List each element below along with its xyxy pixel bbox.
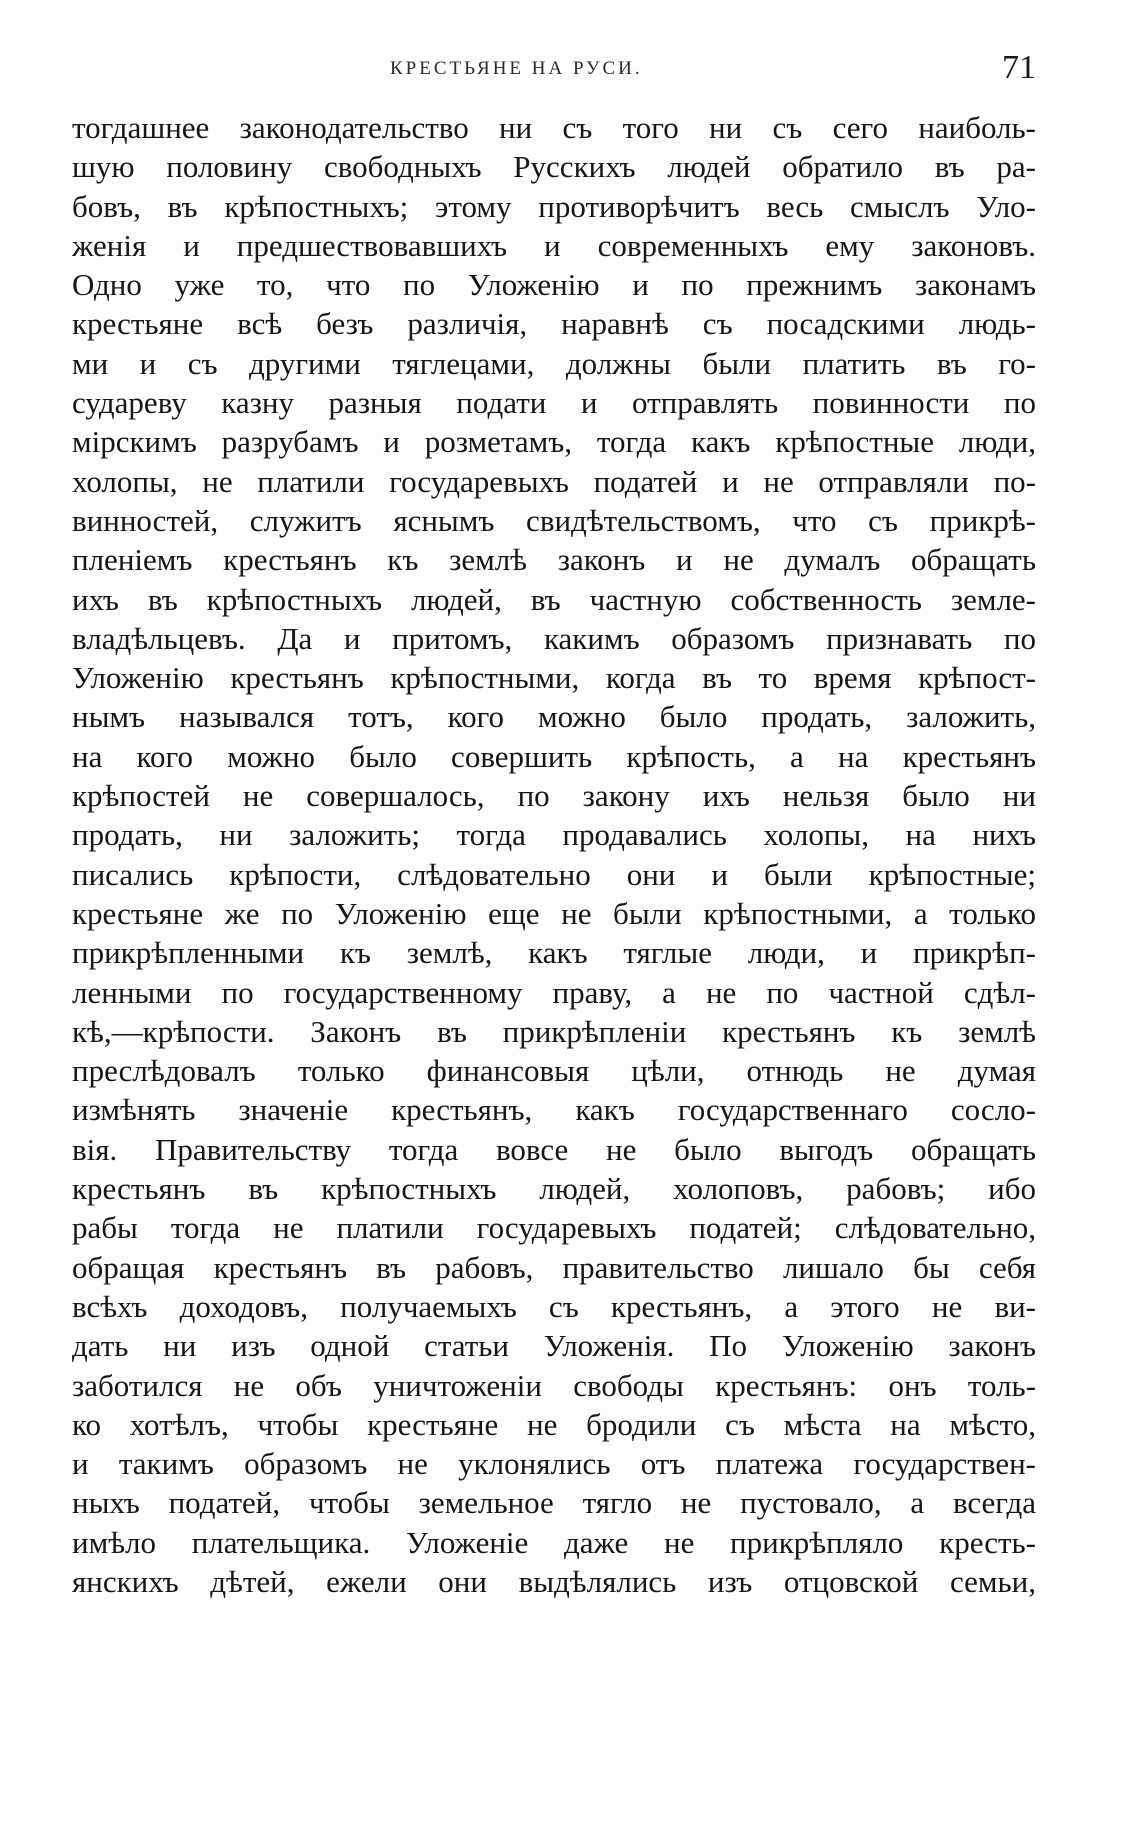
text-line: крестьяне всѣ безъ различія, наравнѣ съ посадскими людь- <box>72 306 1036 342</box>
text-line: шую половину свободныхъ Русскихъ людей обратило въ ра- <box>72 149 1036 185</box>
text-line: тогдашнее законодательство ни съ того ни съ сего наиболь- <box>72 110 1036 145</box>
text-line: кѣ,—крѣпости. Законъ въ прикрѣпленіи крестьянъ къ землѣ <box>72 1013 1036 1049</box>
text-line: ко хотѣлъ, чтобы крестьяне не бродили съ мѣста на мѣсто, <box>72 1406 1036 1442</box>
text-line: женія и предшествовавшихъ и современныхъ ему законовъ. <box>72 227 1036 263</box>
text-line: нымъ назывался тотъ, кого можно было продать, заложить, <box>72 699 1036 735</box>
text-line: янскихъ дѣтей, ежели они выдѣлялись изъ отцовской семьи, <box>72 1563 1036 1599</box>
text-line: мірскимъ разрубамъ и розметамъ, тогда какъ крѣпостные люди, <box>72 424 1036 460</box>
text-line: ми и съ другими тяглецами, должны были платить въ го- <box>72 345 1036 381</box>
text-line: ленными по государственному праву, а не по частной сдѣл- <box>72 974 1036 1010</box>
text-line: холопы, не платили государевыхъ податей и не отправляли по- <box>72 463 1036 499</box>
text-line: крестьянъ въ крѣпостныхъ людей, холоповъ, рабовъ; ибо <box>72 1171 1036 1207</box>
text-line: владѣльцевъ. Да и притомъ, какимъ образомъ признавать по <box>72 620 1036 656</box>
text-line: преслѣдовалъ только финансовыя цѣли, отнюдь не думая <box>72 1053 1036 1089</box>
page-number: 71 <box>1002 49 1036 86</box>
text-line: прикрѣпленными къ землѣ, какъ тяглые люди, и прикрѣп- <box>72 935 1036 971</box>
text-line: винностей, служитъ яснымъ свидѣтельствомъ, что съ прикрѣ- <box>72 502 1036 538</box>
text-line: измѣнять значеніе крестьянъ, какъ государственнаго сосло- <box>72 1092 1036 1128</box>
text-line: крестьяне же по Уложенію еще не были крѣпостными, а только <box>72 895 1036 931</box>
text-line: заботился не объ уничтоженіи свободы крестьянъ: онъ толь- <box>72 1367 1036 1403</box>
body-text <box>72 108 1036 1601</box>
text-line: судареву казну разныя подати и отправлять повинности по <box>72 385 1036 421</box>
text-line: вія. Правительству тогда вовсе не было выгодъ обращать <box>72 1131 1036 1167</box>
text-line: имѣло плательщика. Уложеніе даже не прикрѣпляло кресть- <box>72 1524 1036 1560</box>
text-line: обращая крестьянъ въ рабовъ, правительство лишало бы себя <box>72 1249 1036 1285</box>
text-line: писались крѣпости, слѣдовательно они и были крѣпостные; <box>72 856 1036 892</box>
text-line: рабы тогда не платили государевыхъ податей; слѣдовательно, <box>72 1210 1036 1246</box>
text-line: ныхъ податей, чтобы земельное тягло не пустовало, а всегда <box>72 1485 1036 1521</box>
text-line: и такимъ образомъ не уклонялись отъ платежа государствен- <box>72 1446 1036 1482</box>
text-line: дать ни изъ одной статьи Уложенія. По Уложенію законъ <box>72 1328 1036 1364</box>
text-line: продать, ни заложить; тогда продавались холопы, на нихъ <box>72 817 1036 853</box>
text-line: на кого можно было совершить крѣпость, а на крестьянъ <box>72 738 1036 774</box>
running-head <box>0 49 1140 86</box>
text-line: крѣпостей не совершалось, по закону ихъ нельзя было ни <box>72 778 1036 814</box>
running-title: КРЕСТЬЯНЕ НА РУСИ. <box>390 58 643 79</box>
text-line: ихъ въ крѣпостныхъ людей, въ частную собственность земле- <box>72 581 1036 617</box>
text-line: бовъ, въ крѣпостныхъ; этому противорѣчитъ весь смыслъ Уло- <box>72 188 1036 224</box>
text-line: Одно уже то, что по Уложенію и по прежнимъ законамъ <box>72 267 1036 303</box>
text-line: Уложенію крестьянъ крѣпостными, когда въ то время крѣпост- <box>72 660 1036 696</box>
text-line: пленіемъ крестьянъ къ землѣ законъ и не думалъ обращать <box>72 542 1036 578</box>
text-line: всѣхъ доходовъ, получаемыхъ съ крестьянъ, а этого не ви- <box>72 1288 1036 1324</box>
